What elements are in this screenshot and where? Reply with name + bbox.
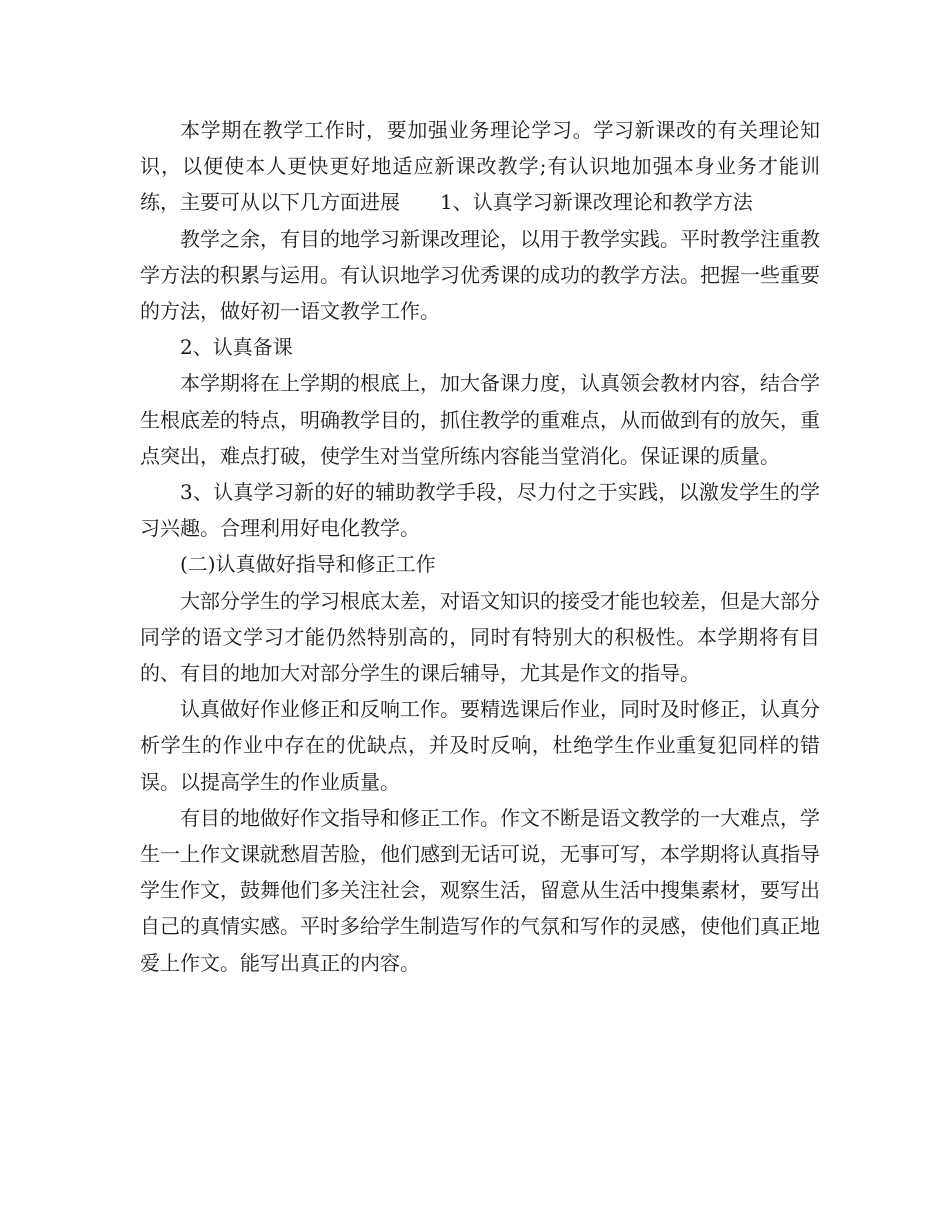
paragraph-2: 教学之余，有目的地学习新课改理论，以用于教学实践。平时教学注重教学方法的积累与运用。有认识地学习优秀课的成功的教学方法。把握一些重要的方法，做好初一语文教学工作。 (140, 226, 820, 324)
paragraph-3: 2、认真备课 (180, 335, 293, 360)
paragraph-5: 3、认真学习新的好的辅助教学手段，尽力付之于实践，以激发学生的学习兴趣。合理利用好电化教学。 (140, 480, 820, 541)
paragraph-4: 本学期将在上学期的根底上，加大备课力度，认真领会教材内容，结合学生根底差的特点，明确教学目的，抓住教学的重难点，从而做到有的放矢，重点突出，难点打破，使学生对当堂所练内容能当堂消化。保证课的质量。 (140, 371, 820, 468)
paragraph-7: 大部分学生的学习根底太差，对语文知识的接受才能也较差，但是大部分同学的语文学习才能仍然特别高的，同时有特别大的积极性。本学期将有目的、有目的地加大对部分学生的课后辅导，尤其是作文的指导。 (140, 588, 820, 686)
document-body (140, 112, 820, 981)
paragraph-8: 认真做好作业修正和反响工作。要精选课后作业，同时及时修正，认真分析学生的作业中存在的优缺点，并及时反响，杜绝学生作业重复犯同样的错误。以提高学生的作业质量。 (140, 697, 820, 794)
paragraph-9: 有目的地做好作文指导和修正工作。作文不断是语文教学的一大难点，学生一上作文课就愁眉苦脸，他们感到无话可说，无事可写，本学期将认真指导学生作文，鼓舞他们多关注社会，观察生活，留意从生活中搜集素材，要写出自己的真情实感。平时多给学生制造写作的气氛和写作的灵感，使他们真正地爱上作文。能写出真正的内容。 (140, 805, 820, 975)
paragraph-6: (二)认真做好指导和修正工作 (180, 552, 436, 577)
paragraph-1: 本学期在教学工作时，要加强业务理论学习。学习新课改的有关理论知识，以便使本人更快更好地适应新课改教学;有认识地加强本身业务才能训练，主要可从以下几方面进展 1、认真学习新课改理论和教学方法 (140, 118, 820, 215)
